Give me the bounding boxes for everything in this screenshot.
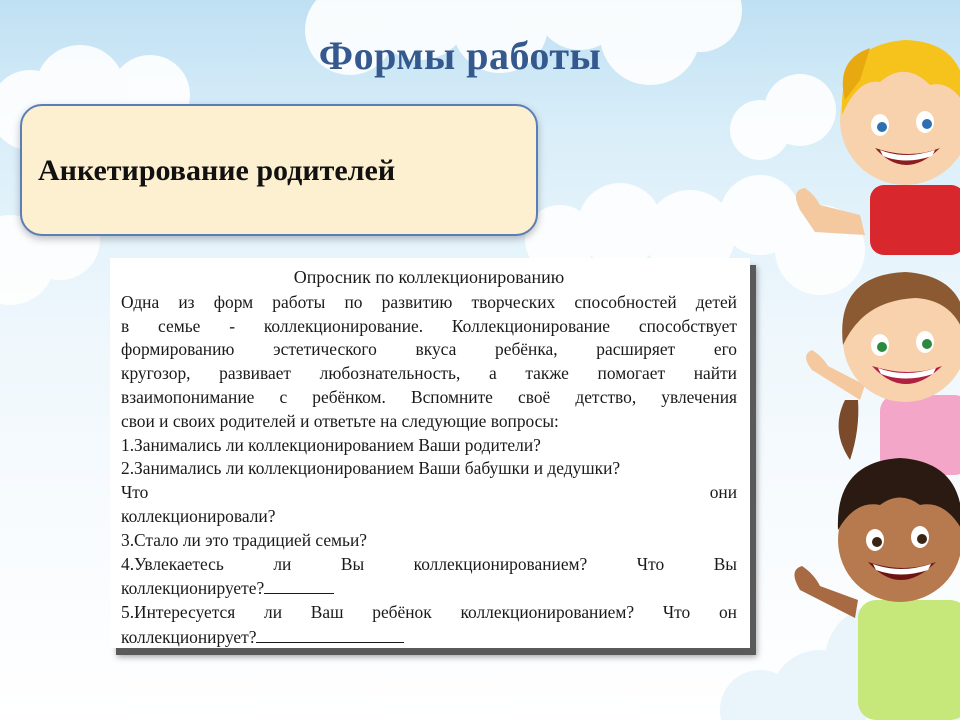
slide-title: Формы работы — [318, 33, 602, 78]
subtitle-box — [20, 104, 538, 236]
questionnaire-title: Опросник по коллекционированию — [293, 267, 565, 287]
intro-line: формированию эстетического вкуса ребёнка, расширяет его — [121, 339, 737, 360]
dark-haired-boy-illustration — [794, 458, 960, 720]
questionnaire-document — [110, 258, 750, 648]
intro-line: в семье - коллекционирование. Коллекционирование способствует — [121, 315, 737, 336]
question-2-end: коллекционировали? — [121, 505, 276, 526]
intro-line: Одна из форм работы по развитию творческих способностей детей — [121, 291, 737, 312]
question-2-word: они — [709, 482, 737, 503]
children-illustration — [770, 0, 960, 720]
girl-illustration — [806, 272, 960, 475]
intro-line: свои и своих родителей и ответьте на следующие вопросы: — [121, 410, 559, 431]
question-4-text: коллекционируете? — [121, 578, 265, 599]
question-4: 4.Увлекаетесь ли Вы коллекционированием? Что Вы — [121, 553, 737, 574]
question-5: 5.Интересуется ли Ваш ребёнок коллекционированием? Что он — [121, 602, 737, 623]
question-2: 2.Занимались ли коллекционированием Ваши бабушки и дедушки? — [121, 458, 621, 479]
answer-blank — [264, 576, 334, 594]
intro-line: кругозор, развивает любознательность, а также помогает найти — [121, 363, 737, 384]
question-5-end — [121, 625, 737, 650]
question-5-text: коллекционирует? — [121, 626, 257, 647]
intro-line: взаимопонимание с ребёнком. Вспомните своё детство, увлечения — [121, 386, 737, 407]
question-1: 1.Занимались ли коллекционированием Ваши родители? — [121, 434, 541, 455]
answer-blank — [256, 625, 404, 643]
subtitle-text: Анкетирование родителей — [38, 154, 396, 187]
question-2-word: Что — [121, 482, 149, 503]
question-2-continuation — [121, 481, 737, 505]
question-3: 3.Стало ли это традицией семьи? — [121, 529, 368, 550]
question-4-end — [121, 576, 737, 601]
blonde-boy-illustration — [796, 40, 960, 255]
